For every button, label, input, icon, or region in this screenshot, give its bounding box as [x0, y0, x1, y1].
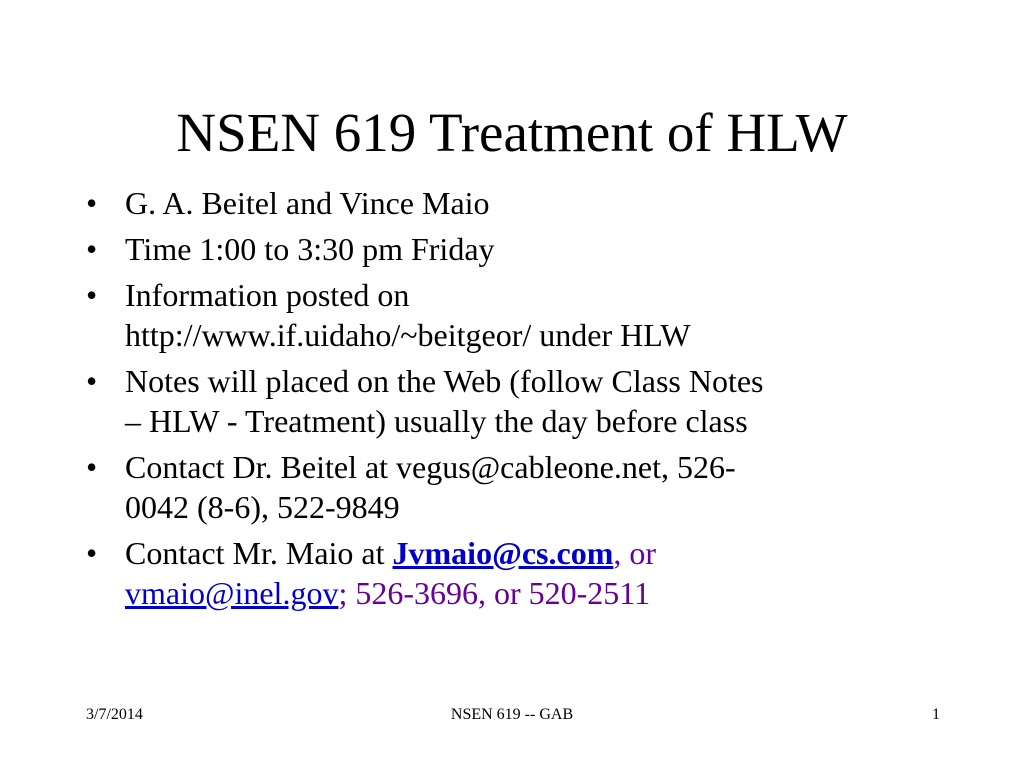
page-number: 1	[932, 706, 940, 723]
bullet-text: http://www.if.uidaho/~beitgeor/ under HLW	[125, 317, 691, 353]
bullet-marker: •	[86, 535, 98, 571]
slide-title: NSEN 619 Treatment of HLW	[176, 102, 848, 163]
bullet-text: Information posted on	[125, 277, 410, 313]
bullet-text: G. A. Beitel and Vince Maio	[125, 185, 490, 221]
bullet-list	[0, 183, 1024, 619]
bullet-item-information	[0, 275, 925, 355]
email-link-jvmaio[interactable]: Jvmaio@cs.com	[392, 535, 614, 571]
bullet-text: Notes will placed on the Web (follow Class Notes	[125, 363, 764, 399]
bullet-marker: •	[86, 231, 98, 267]
bullet-item-contact-maio	[0, 533, 925, 613]
bullet-text	[125, 573, 925, 613]
contact-maio-phones: ; 526-3696, or 520-2511	[338, 575, 651, 611]
bullet-marker: •	[86, 277, 98, 313]
contact-maio-separator: , or	[613, 535, 656, 571]
contact-maio-prefix: Contact Mr. Maio at	[125, 535, 393, 571]
email-link-vmaio[interactable]: vmaio@inel.gov	[125, 575, 339, 611]
bullet-item-time	[0, 229, 925, 269]
bullet-text: 0042 (8-6), 522-9849	[125, 489, 400, 525]
bullet-text: Time 1:00 to 3:30 pm Friday	[125, 231, 495, 267]
bullet-text: – HLW - Treatment) usually the day before class	[125, 403, 748, 439]
bullet-text	[125, 533, 925, 573]
footer-center-text: NSEN 619 -- GAB	[450, 706, 574, 723]
bullet-item-notes	[0, 361, 925, 441]
bullet-text: Contact Dr. Beitel at vegus@cableone.net, 526-	[125, 449, 736, 485]
bullet-item-contact-beitel	[0, 447, 925, 527]
footer-date: 3/7/2014	[86, 706, 143, 723]
bullet-marker: •	[86, 185, 98, 221]
bullet-marker: •	[86, 449, 98, 485]
bullet-item-presenters	[0, 183, 925, 223]
bullet-marker: •	[86, 363, 98, 399]
